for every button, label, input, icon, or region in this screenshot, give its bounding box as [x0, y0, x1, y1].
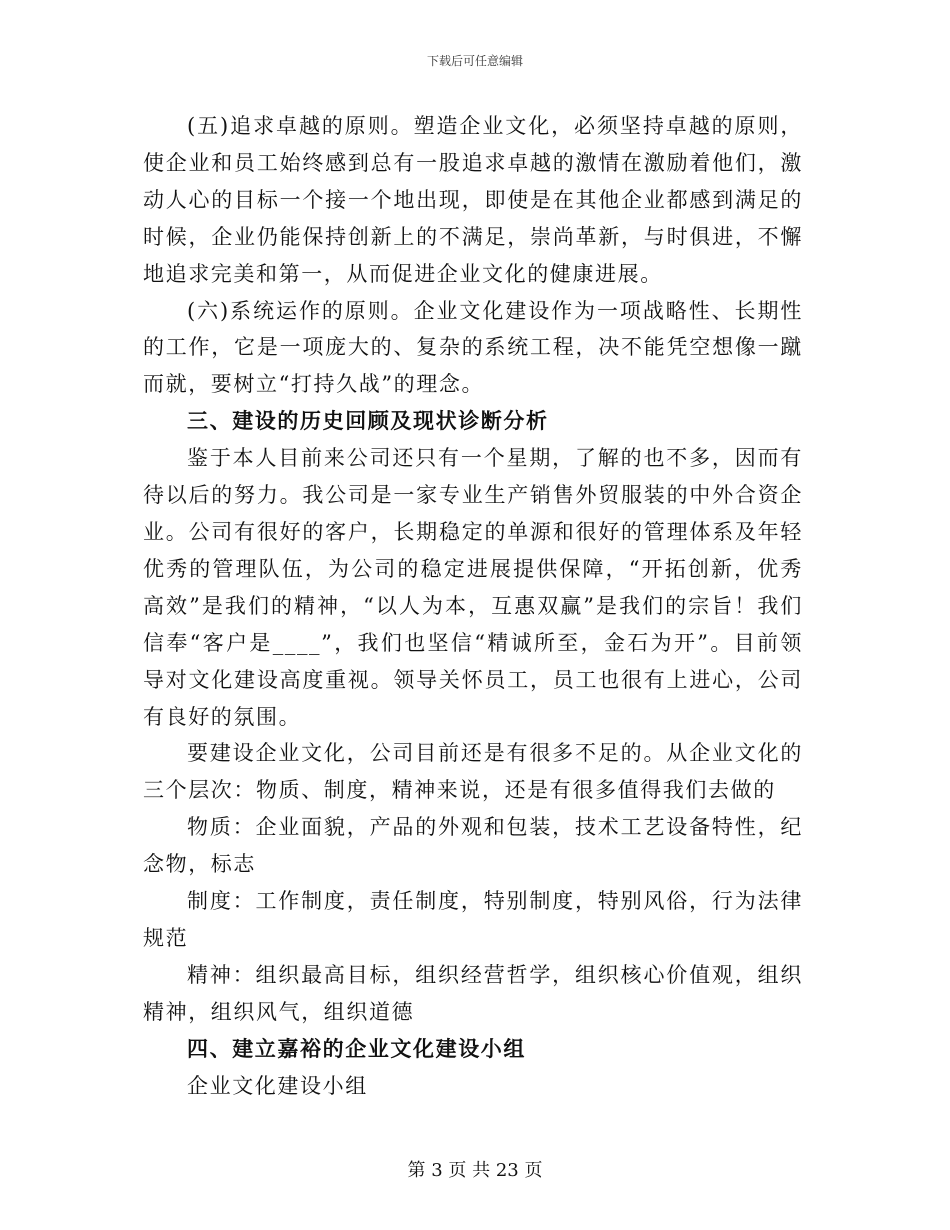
paragraph-system: 制度：工作制度，责任制度，特别制度，特别风俗，行为法律规范	[143, 889, 803, 950]
paragraph-material: 物质：企业面貌，产品的外观和包装，技术工艺设备特性，纪念物，标志	[143, 815, 803, 877]
section-heading-4: 四、建立嘉裕的企业文化建设小组	[187, 1035, 526, 1061]
page-number: 第 3 页 共 23 页	[407, 1160, 543, 1181]
paragraph-principle-6: (六)系统运作的原则。企业文化建设作为一项战略性、长期性的工作，它是一项庞大的、复杂的系统工程，决不能凭空想像一蹴而就，要树立“打持久战”的理念。	[143, 298, 803, 397]
document-body	[143, 108, 803, 1104]
paragraph-spirit: 精神：组织最高目标，组织经营哲学，组织核心价值观，组织精神，组织风气，组织道德	[143, 962, 803, 1024]
paragraph-group: 企业文化建设小组	[187, 1073, 368, 1098]
page-header: 下载后可任意编辑	[426, 54, 523, 68]
paragraph-shortcomings: 要建设企业文化，公司目前还是有很多不足的。从企业文化的三个层次：物质、制度，精神来说，还是有很多值得我们去做的	[143, 741, 803, 803]
paragraph-principle-5: (五)追求卓越的原则。塑造企业文化，必须坚持卓越的原则，使企业和员工始终感到总有一股追求卓越的激情在激励着他们，激动人心的目标一个接一个地出现，即使是在其他企业都感到满足的时候，企业仍能保持创新上的不满足，崇尚革新，与时俱进，不懈地追求完美和第一，从而促进企业文化的健康进展。	[143, 114, 803, 286]
paragraph-company-status: 鉴于本人目前来公司还只有一个星期，了解的也不多，因而有待以后的努力。我公司是一家专业生产销售外贸服装的中外合资企业。公司有很好的客户，长期稳定的单源和很好的管理体系及年轻优秀的管理队伍，为公司的稳定进展提供保障，“开拓创新，优秀高效”是我们的精神，“以人为本，互惠双赢”是我们的宗旨！我们信奉“客户是____”，我们也坚信“精诚所至，金石为开”。目前领导对文化建设高度重视。领导关怀员工，员工也很有上进心，公司有良好的氛围。	[143, 446, 803, 729]
section-heading-3: 三、建设的历史回顾及现状诊断分析	[187, 408, 549, 434]
